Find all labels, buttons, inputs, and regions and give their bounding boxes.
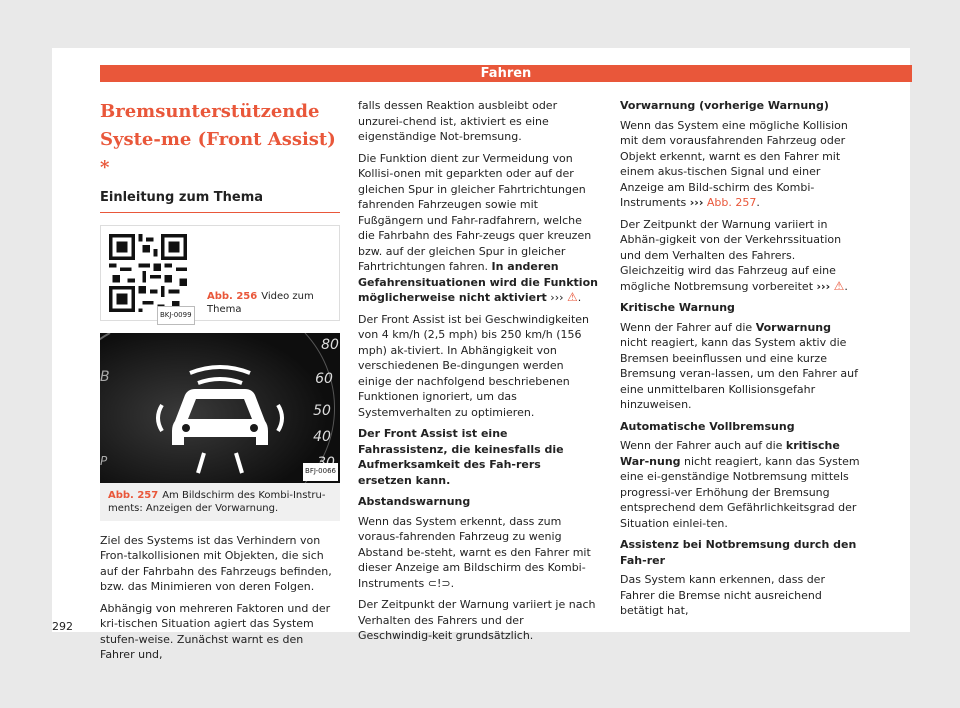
paragraph-text: Wenn der Fahrer auch auf die (620, 439, 783, 452)
paragraph-text: Wenn das System erkennt, dass zum voraus-fahrenden Fahrzeug zu wenig Abstand be-steht, warnt es den Fahrer mit dieser Anzeige am Bildschirm des Kombi-Instruments (358, 514, 591, 590)
figure-caption-text: Video zum Thema (207, 290, 314, 315)
figure-caption-text: Am Bildschirm des Kombi-Instru-ments: Anzeigen der Vorwarnung. (108, 489, 326, 514)
paragraph-bold: Vorwarnung (755, 320, 831, 334)
figure-256[interactable] (100, 225, 340, 321)
paragraph: Das System kann erkennen, dass der Fahrer die Bremse nicht ausreichend betätigt hat, (620, 573, 825, 617)
heading-vorwarnung: Vorwarnung (vorherige Warnung) (620, 99, 829, 112)
paragraph-bold: In anderen Gefahrensituationen wird die Funktion möglicherweise nicht aktiviert (358, 260, 598, 304)
paragraph-text: Die Funktion dient zur Vermeidung von Kollisi-onen mit geparkten oder auf der gleichen Spur in gleicher Fahrtrichtungen fahrenden Fahrzeugen sowie mit Fußgängern und Fahr-radfahrern, welche die Fahrbahn des Fahr-zeugs quer kreuzen bzw. auf der gleichen Spur in gleicher Fahrtrichtungen fahren. (358, 151, 592, 273)
figure-code: BFJ-0066 (303, 463, 338, 481)
speed-label: 50 (313, 402, 331, 419)
qr-code-icon[interactable] (109, 234, 187, 312)
paragraph: Die Funktion dient zur Vermeidung von Kollisi-onen mit geparkten oder auf der gleichen Spur in gleicher Fahrtrichtungen fahrenden Fahrzeugen sowie mit Fußgängern und Fahr-radfahrern, welche die Fahrbahn des Fahr-zeugs quer kreuzen bzw. auf der gleichen Spur in gleicher Fahrtrichtungen fahren. In anderen Gefahrensituationen wird die Funktion möglicherweise nicht aktiviert ››› ⚠. (358, 151, 598, 304)
column-1 (100, 98, 340, 669)
heading-assistenz-notbremsung: Assistenz bei Notbremsung durch den Fah-rer (620, 538, 857, 567)
section-subtitle: Einleitung zum Thema (100, 190, 340, 213)
distance-warning-icon: ⊂!⊃ (427, 576, 451, 590)
paragraph-text: Der Zeitpunkt der Warnung variiert in Abhän-gigkeit von der Verkehrssituation und dem Verhalten des Fahrers. Gleichzeitig wird das Fahrzeug auf eine mögliche Notbremsung vorbereitet (620, 217, 842, 293)
paragraph-bold: Der Front Assist ist eine Fahrassistenz, die keinesfalls die Aufmerksamkeit des Fah-rers ersetzen kann. (358, 427, 564, 487)
paragraph-bold: kritische War-nung (620, 439, 840, 468)
figure-caption (100, 483, 340, 521)
figure-caption (207, 290, 317, 316)
paragraph: Der Front Assist ist bei Geschwindigkeiten von 4 km/h (2,5 mph) bis 250 km/h (156 mph) ak-tiviert. In Abhängigkeit von verschiedenen Be-dingungen werden einige der nachfolgend beschriebenen Funktionen ignoriert, um das Systemverhalten zu optimieren. (358, 312, 589, 419)
warning-triangle-icon: ⚠ (567, 290, 578, 304)
cross-reference[interactable]: ››› (550, 291, 564, 304)
page-number: 292 (52, 620, 73, 633)
speed-label: 40 (313, 428, 331, 445)
paragraph: Abhängig von mehreren Faktoren und der kri-tischen Situation agiert das System stufen-weise. Zunächst warnt es den Fahrer und, (100, 601, 331, 661)
heading-abstandswarnung: Abstandswarnung (358, 495, 471, 508)
cross-reference[interactable]: ››› (689, 196, 704, 209)
paragraph: Ziel des Systems ist das Verhindern von Fron-talkollisionen mit Objekten, die sich auf der Fahrbahn des Fahrzeugs befinden, bzw. das Minimieren von deren Folgen. (100, 533, 332, 593)
page-title: Bremsunterstützende Syste-me (Front Assist) * (100, 101, 336, 178)
heading-automatische-vollbremsung: Automatische Vollbremsung (620, 419, 795, 433)
figure-label: Abb. 256 (207, 290, 258, 302)
dashboard-illustration (100, 333, 340, 483)
paragraph: Der Zeitpunkt der Warnung variiert in Abhän-gigkeit von der Verkehrssituation und dem Verhalten des Fahrers. Gleichzeitig wird das Fahrzeug auf eine mögliche Notbremsung vorbereitet ››› ⚠. (620, 217, 848, 293)
column-3 (620, 98, 860, 625)
paragraph (620, 438, 860, 531)
figure-link[interactable]: Abb. 257 (706, 196, 757, 209)
paragraph: Wenn das System erkennt, dass zum voraus-fahrenden Fahrzeug zu wenig Abstand be-steht, warnt es den Fahrer mit dieser Anzeige am Bildschirm des Kombi-Instruments ⊂!⊃. (358, 514, 591, 590)
paragraph (620, 320, 860, 413)
paragraph: falls dessen Reaktion ausbleibt oder unzurei-chend ist, aktiviert es eine eigenständige Not-bremsung. (358, 99, 558, 143)
paragraph-text: Wenn der Fahrer auf die (620, 320, 753, 334)
paragraph: Wenn das System eine mögliche Kollision mit dem vorausfahrenden Fahrzeug oder Objekt erkennt, warnt es den Fahrer mit einem akus-tischen Signal und einer Anzeige am Bild-schirm des Kombi-Instruments ››› Abb. 257. (620, 118, 848, 209)
warning-triangle-icon: ⚠ (833, 278, 845, 293)
heading-kritische-warnung: Kritische Warnung (620, 301, 735, 314)
manual-page (52, 48, 910, 661)
figure-code: BKJ-0099 (157, 306, 195, 326)
paragraph: Der Zeitpunkt der Warnung variiert je nach Verhalten des Fahrers und der Geschwindig-keit grundsätzlich. (358, 598, 596, 642)
svg-text:P: P (100, 453, 108, 468)
column-2 (358, 98, 598, 650)
svg-text:B: B (100, 368, 110, 385)
speed-label: 80 (321, 336, 339, 353)
paragraph-text: nicht reagiert, kann das System eine ei-genständige Notbremsung mittels progressi-ver Erhöhung der Bremsung entsprechend dem Gefährlichkeitsgrad der Situation einlei-ten. (620, 454, 860, 530)
section-header: Fahren (100, 65, 912, 82)
figure-257-dashboard-image (100, 333, 340, 483)
speed-label: 60 (315, 370, 333, 387)
figure-label: Abb. 257 (108, 489, 159, 501)
paragraph-text: Wenn das System eine mögliche Kollision mit dem vorausfahrenden Fahrzeug oder Objekt erkennt, warnt es den Fahrer mit einem akus-tischen Signal und einer Anzeige am Bild-schirm des Kombi-Instruments (620, 118, 848, 209)
cross-reference[interactable]: ››› (816, 279, 831, 293)
paragraph-text: nicht reagiert, kann das System aktiv die Bremsen beeinflussen und eine kurze Bremsung veran-lassen, um den Fahrer auf eine unmittelbaren Kollisionsgefahr hinzuweisen. (620, 336, 859, 411)
